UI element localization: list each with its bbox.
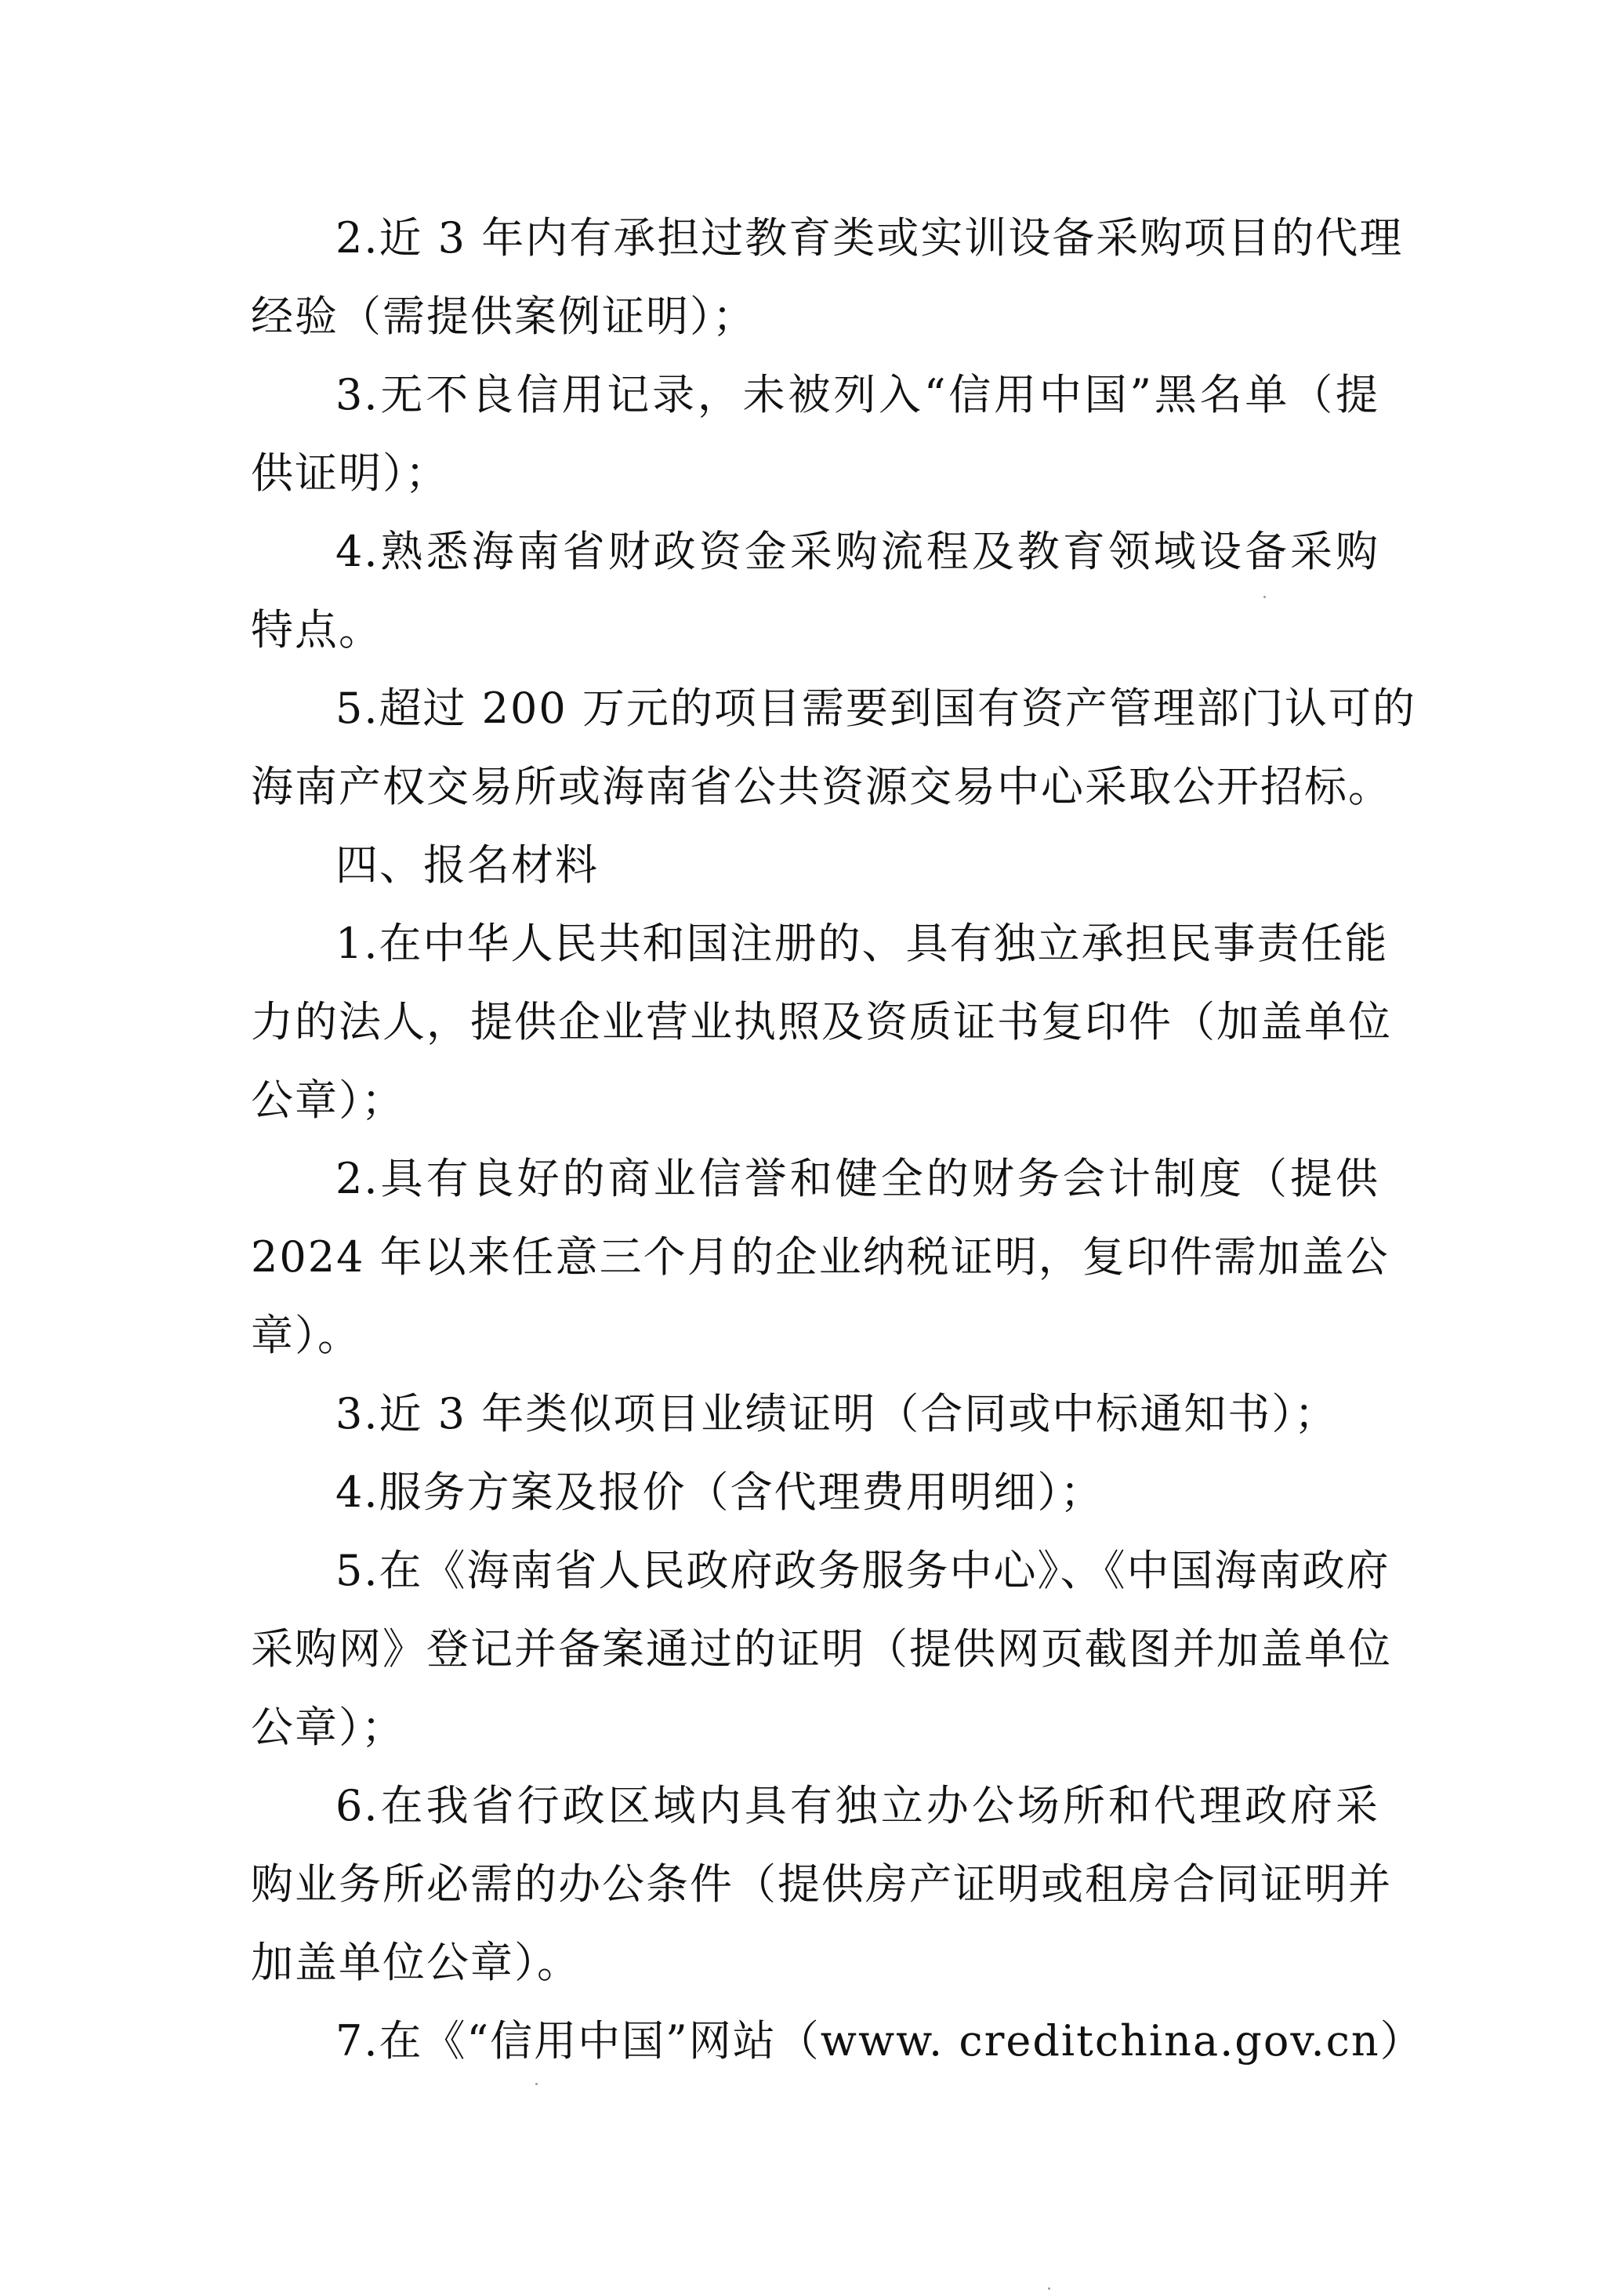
- material-2-line-1: 2.具有良好的商业信誉和健全的财务会计制度（提供: [335, 1154, 1379, 1203]
- material-4-line-1: 4.服务方案及报价（含代理费用明细）；: [335, 1467, 1104, 1517]
- material-2-line-2: 2024 年以来任意三个月的企业纳税证明，复印件需加盖公: [251, 1232, 1390, 1282]
- requirement-3-line-2: 供证明）；: [251, 448, 449, 498]
- material-5-line-1: 5.在《海南省人民政府政务服务中心》、《中国海南政府: [335, 1546, 1390, 1595]
- requirement-4-line-1: 4.熟悉海南省财政资金采购流程及教育领域设备采购: [335, 527, 1379, 576]
- material-7-line-1: 7.在《“信用中国”网站（www. creditchina.gov.cn）: [335, 2016, 1424, 2066]
- material-1-line-2: 力的法人，提供企业营业执照及资质证书复印件（加盖单位: [251, 997, 1392, 1046]
- material-2-line-3: 章）。: [251, 1311, 361, 1360]
- requirement-2-line-1: 2.近 3 年内有承担过教育类或实训设备采购项目的代理: [335, 213, 1404, 263]
- material-1-line-1: 1.在中华人民共和国注册的、具有独立承担民事责任能: [335, 919, 1389, 968]
- requirement-2-line-2: 经验（需提供案例证明）；: [251, 292, 756, 341]
- material-6-line-3: 加盖单位公章）。: [251, 1938, 581, 1987]
- scan-speck: [1048, 2287, 1050, 2290]
- section-heading-registration-materials: 四、报名材料: [335, 840, 599, 890]
- requirement-4-line-2: 特点。: [251, 605, 382, 655]
- material-5-line-2: 采购网》登记并备案通过的证明（提供网页截图并加盖单位: [251, 1624, 1392, 1674]
- material-3-line-1: 3.近 3 年类似项目业绩证明（合同或中标通知书）；: [335, 1389, 1339, 1438]
- material-5-line-3: 公章）；: [251, 1703, 405, 1752]
- requirement-5-line-1: 5.超过 200 万元的项目需要到国有资产管理部门认可的: [335, 684, 1416, 733]
- requirement-3-line-1: 3.无不良信用记录，未被列入“信用中国”黑名单（提: [335, 370, 1379, 419]
- requirement-5-line-2: 海南产权交易所或海南省公共资源交易中心采取公开招标。: [251, 762, 1392, 811]
- scan-speck: [535, 2083, 538, 2085]
- material-6-line-1: 6.在我省行政区域内具有独立办公场所和代理政府采: [335, 1781, 1379, 1830]
- material-6-line-2: 购业务所必需的办公条件（提供房产证明或租房合同证明并: [251, 1859, 1392, 1909]
- scan-speck: [1263, 596, 1266, 598]
- material-1-line-3: 公章）；: [251, 1075, 405, 1125]
